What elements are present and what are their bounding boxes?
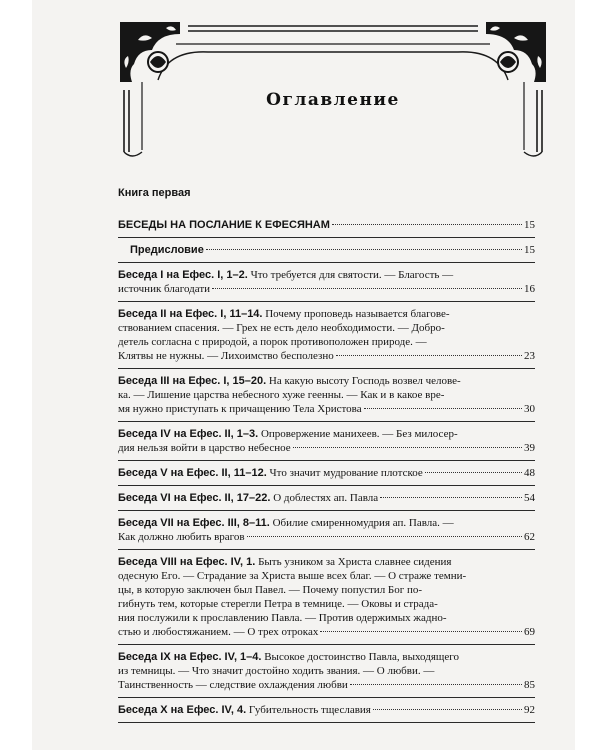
entry-text: источник благодати: [118, 283, 211, 295]
entry-label: Беседа VIII на Ефес. IV, 1.: [118, 556, 256, 568]
toc-entry: [118, 268, 535, 296]
separator: [118, 368, 535, 369]
page-number: 30: [524, 403, 535, 415]
entry-text: ния послужили к прославлению Павла. — Против одержимых жадно-: [118, 612, 447, 624]
separator: [118, 485, 535, 486]
entry-text: детель согласна с природой, а порок противоположен природе. —: [118, 336, 427, 348]
entry-last-line: [118, 491, 535, 505]
separator: [118, 722, 535, 723]
entry-last-line: [130, 243, 535, 257]
separator: [118, 697, 535, 698]
leader-dots: [380, 497, 522, 498]
entry-text-line: [118, 388, 535, 402]
leader-dots: [364, 408, 522, 409]
separator: [118, 262, 535, 263]
part-entry: [118, 218, 535, 232]
toc-entry: [130, 243, 535, 257]
separator: [118, 421, 535, 422]
book-label: Книга первая: [118, 187, 191, 199]
page-number: 62: [524, 531, 535, 543]
entry-text-line: [118, 427, 535, 441]
entry-label: Беседа X на Ефес. IV, 4.: [118, 704, 247, 716]
entry-text-line: [118, 555, 535, 569]
entry-text-line: [118, 650, 535, 664]
page-number: 69: [524, 626, 535, 638]
entry-text: цы, в которую заключен был Павел. — Почему попустил Бог по-: [118, 584, 423, 596]
entry-text: Что требуется для святости. — Благость —: [247, 269, 454, 281]
page-number: 15: [524, 244, 535, 256]
entry-label: Предисловие: [130, 244, 204, 256]
entry-last-line: [118, 282, 535, 296]
part-page: 15: [524, 219, 535, 231]
toc-entry: [118, 650, 535, 692]
entry-last-line: [118, 703, 535, 717]
toc-entry: [118, 491, 535, 505]
separator: [118, 301, 535, 302]
entry-text-line: [118, 374, 535, 388]
entry-text: Как должно любить врагов: [118, 531, 245, 543]
entry-last-line: [118, 349, 535, 363]
leader-dots: [332, 224, 522, 225]
separator: [118, 510, 535, 511]
entry-label: Беседа V на Ефес. II, 11–12.: [118, 467, 267, 479]
page-title: Оглавление: [266, 90, 400, 110]
entry-label: Беседа III на Ефес. I, 15–20.: [118, 375, 267, 387]
separator: [118, 237, 535, 238]
entry-text: Быть узником за Христа славнее сидения: [255, 556, 452, 568]
toc-entry: [118, 703, 535, 717]
entry-text: одесную Его. — Страдание за Христа выше всех благ. — О страже темни-: [118, 570, 467, 582]
entry-last-line: [118, 625, 535, 639]
entry-text-line: [118, 583, 535, 597]
entry-last-line: [118, 402, 535, 416]
page-number: 54: [524, 492, 535, 504]
entry-text: Почему проповедь называется благове-: [262, 308, 450, 320]
book-page: [32, 0, 575, 750]
entry-text-line: [118, 664, 535, 678]
entry-label: Беседа II на Ефес. I, 11–14.: [118, 308, 263, 320]
page-number: 85: [524, 679, 535, 691]
leader-dots: [425, 472, 522, 473]
entry-text: гибнуть тем, которые стерегли Петра в темнице. — Оковы и страда-: [118, 598, 438, 610]
entry-text: На какую высоту Господь возвел челове-: [266, 375, 461, 387]
leader-dots: [206, 249, 522, 250]
entry-text: О доблестях ап. Павла: [270, 492, 379, 504]
leader-dots: [350, 684, 522, 685]
page-number: 39: [524, 442, 535, 454]
entry-text: Таинственность — следствие охлаждения любви: [118, 679, 348, 691]
page-number: 48: [524, 467, 535, 479]
entry-label: Беседа VI на Ефес. II, 17–22.: [118, 492, 271, 504]
entry-text: Обилие смиренномудрия ап. Павла. —: [269, 517, 454, 529]
page-number: 23: [524, 350, 535, 362]
entry-text: Опровержение манихеев. — Без милосер-: [258, 428, 458, 440]
toc-entry: [118, 466, 535, 480]
leader-dots: [247, 536, 522, 537]
entry-text: Высокое достоинство Павла, выходящего: [261, 651, 459, 663]
page-number: 92: [524, 704, 535, 716]
leader-dots: [320, 631, 522, 632]
entry-text: мя нужно приступать к причащению Тела Христова: [118, 403, 362, 415]
entry-text: Клятвы не нужны. — Лихоимство бесполезно: [118, 350, 334, 362]
entry-text: ка. — Лишение царства небесного хуже геенны. — Как и в какое вре-: [118, 389, 445, 401]
entry-label: Беседа I на Ефес. I, 1–2.: [118, 269, 248, 281]
entry-last-line: [118, 466, 535, 480]
entry-label: Беседа VII на Ефес. III, 8–11.: [118, 517, 270, 529]
entry-text-line: [118, 611, 535, 625]
page-number: 16: [524, 283, 535, 295]
toc-entry: [118, 427, 535, 455]
entry-label: Беседа IV на Ефес. II, 1–3.: [118, 428, 259, 440]
entry-text: дия нельзя войти в царство небесное: [118, 442, 291, 454]
part-title: БЕСЕДЫ НА ПОСЛАНИЕ К ЕФЕСЯНАМ: [118, 219, 330, 231]
entry-text: Что значит мудрование плотское: [266, 467, 423, 479]
entry-text-line: [118, 268, 535, 282]
toc-entry: [118, 555, 535, 639]
leader-dots: [336, 355, 522, 356]
leader-dots: [373, 709, 522, 710]
entry-text: Губительность тщеславия: [246, 704, 371, 716]
entry-text-line: [118, 569, 535, 583]
entry-text: ствованием спасения. — Грех не есть дело необходимости. — Добро-: [118, 322, 445, 334]
separator: [118, 644, 535, 645]
left-ornament: [120, 22, 180, 82]
toc-entry: [118, 307, 535, 363]
entry-last-line: [118, 678, 535, 692]
entry-text-line: [118, 516, 535, 530]
leader-dots: [212, 288, 522, 289]
leader-dots: [293, 447, 522, 448]
entry-text: из темницы. — Что значит достойно ходить звания. — О любви. —: [118, 665, 435, 677]
table-of-contents: [118, 218, 535, 728]
entry-last-line: [118, 441, 535, 455]
entry-label: Беседа IX на Ефес. IV, 1–4.: [118, 651, 262, 663]
toc-entry: [118, 516, 535, 544]
entry-text: стью и любостяжанием. — О трех отроках: [118, 626, 319, 638]
entry-text-line: [118, 335, 535, 349]
entry-text-line: [118, 597, 535, 611]
toc-entry: [118, 374, 535, 416]
separator: [118, 549, 535, 550]
separator: [118, 460, 535, 461]
entry-last-line: [118, 530, 535, 544]
entry-text-line: [118, 321, 535, 335]
entry-text-line: [118, 307, 535, 321]
right-ornament: [486, 22, 546, 82]
